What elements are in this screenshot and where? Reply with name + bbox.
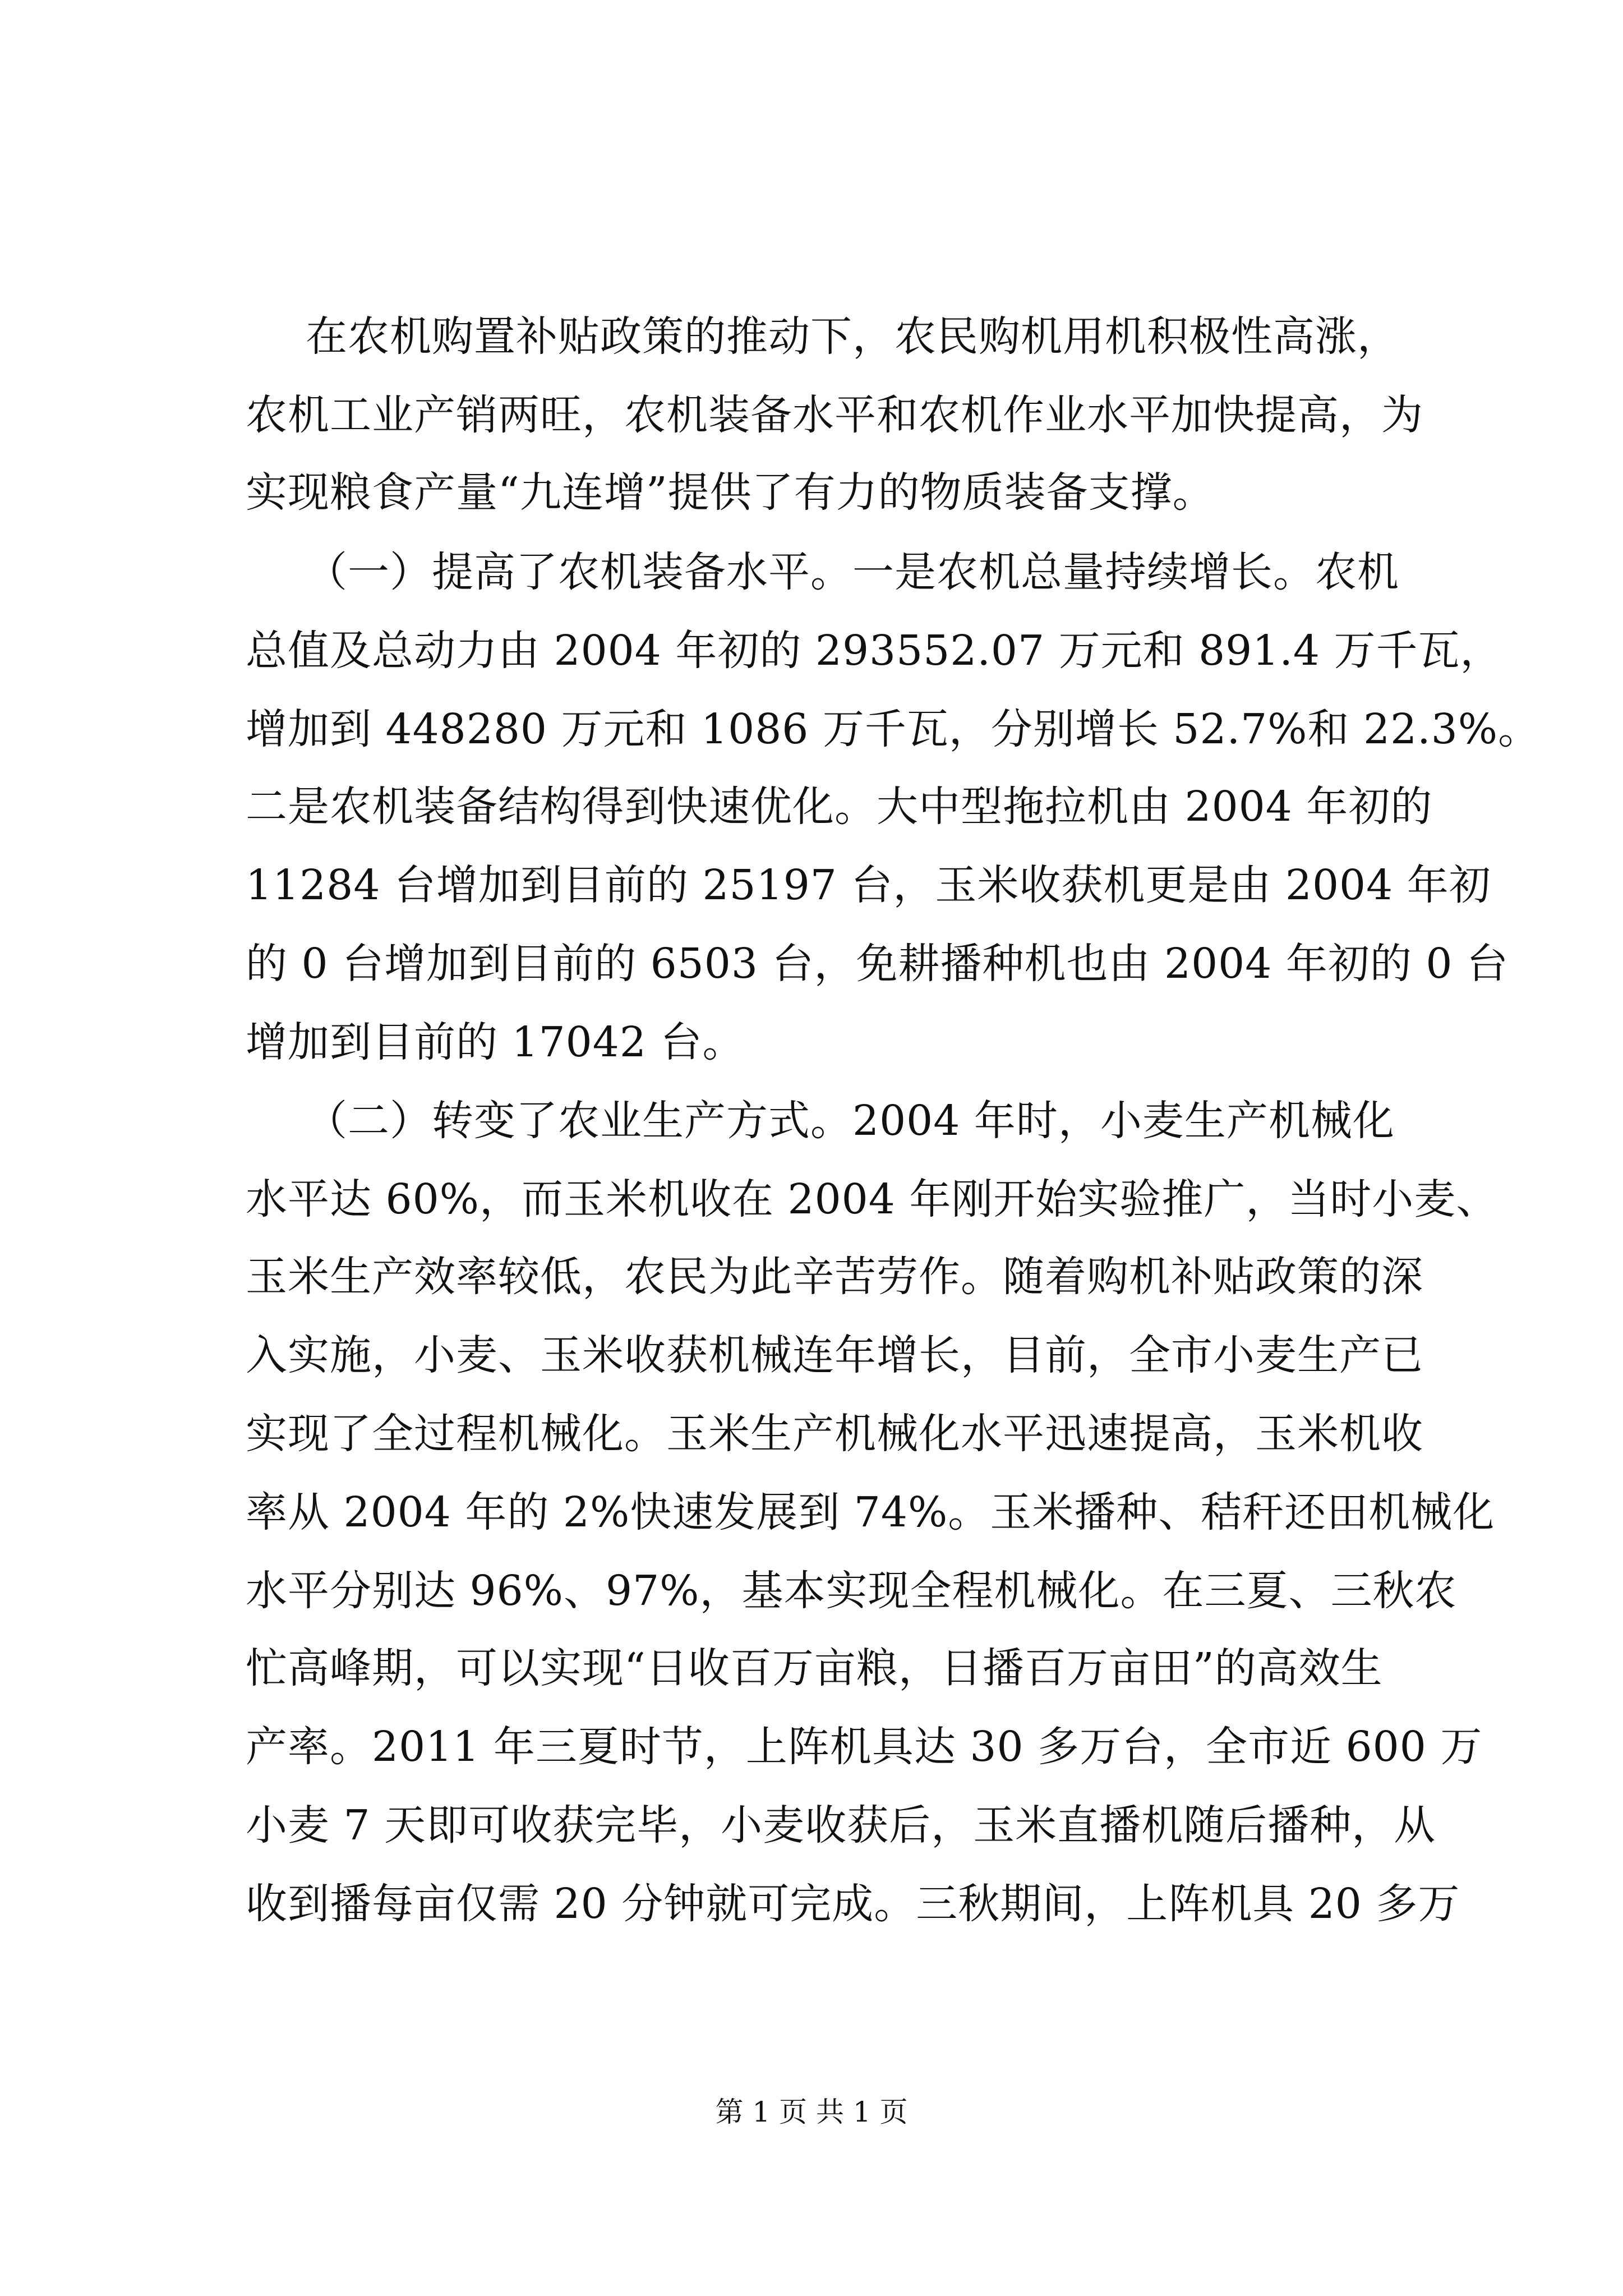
paragraph-2-line-1: （一）提高了农机装备水平。一是农机总量持续增长。农机 — [306, 548, 1399, 596]
paragraph-2-line-2: 总值及总动力由 2004 年初的 293552.07 万元和 891.4 万千瓦， — [246, 627, 1502, 675]
paragraph-3-line-6: 率从 2004 年的 2%快速发展到 74%。玉米播种、秸秆还田机械化 — [246, 1488, 1495, 1536]
paragraph-3-line-10: 小麦 7 天即可收获完毕，小麦收获后，玉米直播机随后播种，从 — [246, 1801, 1436, 1849]
paragraph-3-line-7: 水平分别达 96%、97%，基本实现全程机械化。在三夏、三秋农 — [246, 1567, 1457, 1615]
paragraph-1-line-2: 农机工业产销两旺，农机装备水平和农机作业水平加快提高，为 — [246, 391, 1423, 439]
paragraph-2-line-3: 增加到 448280 万元和 1086 万千瓦，分别增长 52.7%和 22.3%。 — [246, 705, 1541, 753]
paragraph-3-line-11: 收到播每亩仅需 20 分钟就可完成。三秋期间，上阵机具 20 多万 — [246, 1880, 1460, 1928]
paragraph-2-line-4: 二是农机装备结构得到快速优化。大中型拖拉机由 2004 年初的 — [246, 783, 1433, 831]
paragraph-2-line-5: 11284 台增加到目前的 25197 台，玉米收获机更是由 2004 年初 — [246, 861, 1491, 909]
paragraph-2-line-7: 增加到目前的 17042 台。 — [246, 1018, 745, 1066]
paragraph-3-line-9: 产率。2011 年三夏时节，上阵机具达 30 多万台，全市近 600 万 — [246, 1723, 1483, 1771]
paragraph-3-line-5: 实现了全过程机械化。玉米生产机械化水平迅速提高，玉米机收 — [246, 1410, 1423, 1458]
paragraph-3-line-1: （二）转变了农业生产方式。2004 年时，小麦生产机械化 — [306, 1097, 1395, 1145]
paragraph-1-line-1: 在农机购置补贴政策的推动下，农民购机用机积极性高涨， — [306, 312, 1399, 361]
paragraph-3-line-3: 玉米生产效率较低，农民为此辛苦劳作。随着购机补贴政策的深 — [246, 1253, 1423, 1301]
paragraph-3-line-8: 忙高峰期，可以实现“日收百万亩粮，日播百万亩田”的高效生 — [246, 1644, 1383, 1692]
paragraph-3-line-4: 入实施，小麦、玉米收获机械连年增长，目前，全市小麦生产已 — [246, 1331, 1423, 1379]
paragraph-1-line-3: 实现粮食产量“九连增”提供了有力的物质装备支撑。 — [246, 468, 1215, 517]
page-number-footer: 第 1 页 共 1 页 — [715, 2096, 908, 2128]
paragraph-2-line-6: 的 0 台增加到目前的 6503 台，免耕播种机也由 2004 年初的 0 台 — [246, 940, 1509, 988]
paragraph-3-line-2: 水平达 60%，而玉米机收在 2004 年刚开始实验推广，当时小麦、 — [246, 1175, 1498, 1223]
